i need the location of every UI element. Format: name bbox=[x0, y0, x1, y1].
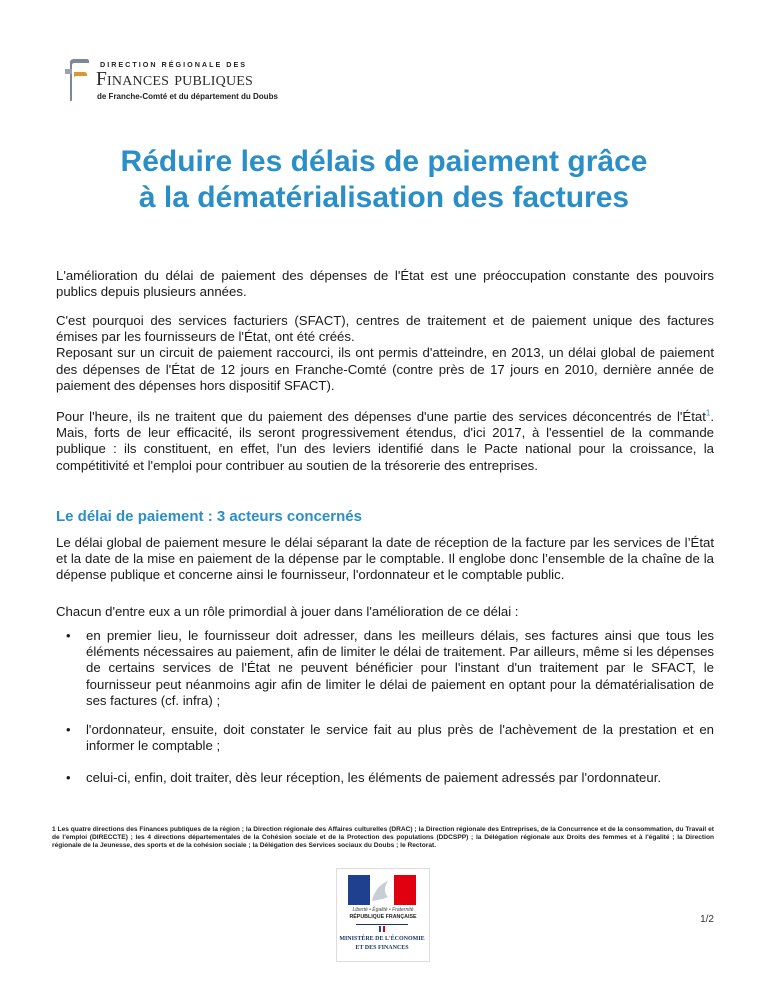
paragraph-4: Le délai global de paiement mesure le délai séparant la date de réception de la facture par les services de l’État et la date de la mise en paiement de la dépense par le comptable. Il englobe donc l’ensemble de la chaîne de la dépense publique et concerne ainsi le fournisseur, l'ordonnateur et le comptable public. bbox=[56, 535, 714, 583]
bullet-text: en premier lieu, le fournisseur doit adresser, dans les meilleurs délais, ses factures ainsi que tous les éléments nécessaires au paiement, afin de limiter le délai de traitement. Par ailleurs, même si les dépenses de certains services de l'État ne peuvent bénéficier pour l'instant d'un traitement par le SFACT, le fournisseur peut néanmoins agir afin de limiter le délai de paiement en optant pour la dématérialisation de ses factures (cf. infra) ; bbox=[86, 628, 714, 708]
ministry-line2: ET DES FINANCES bbox=[355, 945, 409, 951]
bullet-marker: • bbox=[66, 722, 71, 737]
page-number: 1/2 bbox=[700, 914, 714, 925]
dgfip-logo bbox=[60, 58, 310, 104]
section-heading: Le délai de paiement : 3 acteurs concernés bbox=[56, 508, 362, 525]
ministry-divider bbox=[356, 924, 408, 925]
header-line2: Finances publiques bbox=[96, 69, 253, 90]
header-line3: de Franche-Comté et du département du Doubs bbox=[97, 92, 278, 101]
bullet-marker: • bbox=[66, 770, 71, 785]
document-title bbox=[0, 144, 768, 216]
ministry-line1: MINISTÈRE DE L'ÉCONOMIE bbox=[339, 936, 425, 942]
paragraph-3 bbox=[56, 409, 714, 474]
motto: Liberté • Égalité • Fraternité bbox=[352, 907, 414, 913]
header-line1: DIRECTION RÉGIONALE DES bbox=[100, 60, 248, 69]
bullet-marker: • bbox=[66, 628, 71, 643]
bullet-text: l'ordonnateur, ensuite, doit constater le service fait au plus près de l'achèvement de la prestation et en informer le comptable ; bbox=[86, 722, 714, 754]
footnote-ref[interactable]: 1 bbox=[705, 408, 711, 418]
bullet-text: celui-ci, enfin, doit traiter, dès leur réception, les éléments de paiement adressés par l'ordonnateur. bbox=[86, 770, 662, 785]
footnote: 1 Les quatre directions des Finances publiques de la région ; la Direction régionale des Affaires culturelles (DRAC) ; la Direction régionale des Entreprises, de la Concurrence et de la consommation, du Travail et de l'emploi (DIRECCTE) ; les 4 directions départementales de la Cohésion sociale et de la Protection des populations (DDCSPP) ; la Délégation régionale aux Droits des femmes et à l'égalité ; la Direction régionale de la Jeunesse, des sports et de la cohésion sociale ; la Délégation des Services sociaux du Doubs ; le Rectorat. bbox=[52, 826, 714, 850]
paragraph-2b: Reposant sur un circuit de paiement raccourci, ils ont permis d'atteindre, en 2013, un délai global de paiement des dépenses de l'État de 12 jours en Franche-Comté (contre près de 17 jours en 2010, dernière année de paiement des dépenses hors dispositif SFACT). bbox=[56, 345, 714, 393]
paragraph-3b: . Mais, forts de leur efficacité, ils seront progressivement étendus, d'ici 2017, à l'essentiel de la commande publique : ils constituent, en effet, l'un des leviers identifié dans le Pacte national pour la croissance, la compétitivité et l'emploi pour contribuer au soutien de la trésorerie des entreprises. bbox=[56, 409, 714, 473]
paragraph-2 bbox=[56, 313, 714, 394]
dgfip-emblem-icon bbox=[60, 58, 92, 102]
paragraph-1: L'amélioration du délai de paiement des dépenses de l'État est une préoccupation constante des pouvoirs publics depuis plusieurs années. bbox=[56, 268, 714, 300]
paragraph-2a: C'est pourquoi des services facturiers (SFACT), centres de traitement et de paiement unique des factures émises par les fournisseurs de l'État, ont été créés. bbox=[56, 313, 714, 345]
title-line2: à la dématérialisation des factures bbox=[138, 181, 630, 214]
ministry-logo bbox=[336, 904, 428, 962]
title-line1: Réduire les délais de paiement grâce bbox=[120, 145, 648, 178]
ministry-emblem-icon bbox=[379, 926, 385, 932]
paragraph-3a: Pour l'heure, ils ne traitent que du paiement des dépenses d'une partie des services déconcentrés de l'État bbox=[56, 409, 706, 424]
paragraph-5: Chacun d'entre eux a un rôle primordial à jouer dans l'amélioration de ce délai : bbox=[56, 604, 519, 619]
marianne-flag-icon bbox=[348, 875, 416, 905]
republic-label: RÉPUBLIQUE FRANÇAISE bbox=[349, 914, 417, 920]
